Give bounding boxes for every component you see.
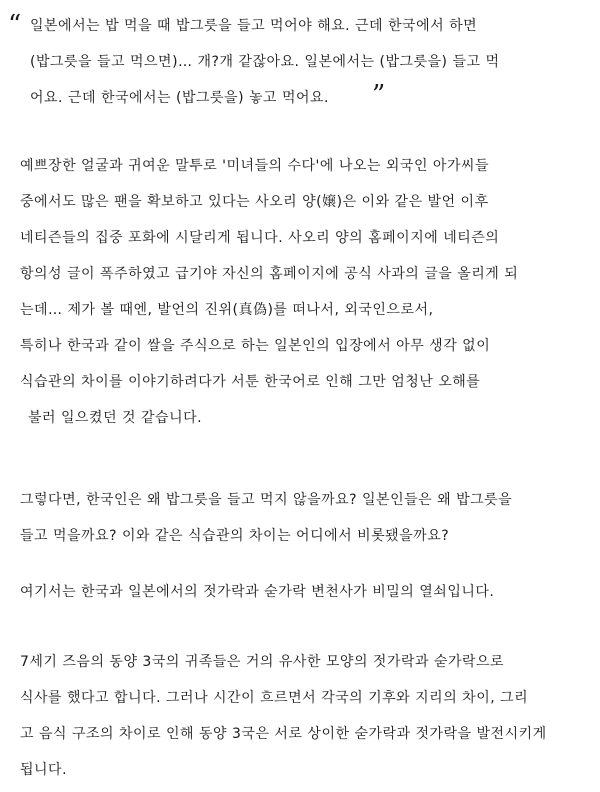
paragraph-1-line-1: 예쁘장한 얼굴과 귀여운 말투로 '미녀들의 수다'에 나오는 외국인 아가씨들: [20, 158, 490, 174]
quote-line-1: 일본에서는 밥 먹을 때 밥그릇을 들고 먹어야 해요. 근데 한국에서 하면: [30, 18, 478, 34]
paragraph-1-line-8: 불러 일으켰던 것 같습니다.: [28, 410, 203, 426]
paragraph-4-line-1: 7세기 즈음의 동양 3국의 귀족들은 거의 유사한 모양의 젓가락과 숟가락으로: [20, 654, 505, 670]
paragraph-4-line-4: 됩니다.: [20, 762, 68, 778]
paragraph-3-line-1: 여기서는 한국과 일본에서의 젓가락과 숟가락 변천사가 비밀의 열쇠입니다.: [20, 584, 495, 600]
paragraph-4-line-3: 고 음식 구조의 차이로 인해 동양 3국은 서로 상이한 숟가락과 젓가락을 발전시키게: [20, 726, 547, 742]
quote-line-3: 어요. 근데 한국에서는 (밥그릇을) 놓고 먹어요.: [30, 90, 330, 106]
open-quote-mark: “: [8, 10, 22, 40]
paragraph-2-line-2: 들고 먹을까요? 이와 같은 식습관의 차이는 어디에서 비롯됐을까요?: [20, 528, 450, 544]
quote-line-2: (밥그릇을 들고 먹으면)… 개?개 같잖아요. 일본에서는 (밥그릇을) 들고 먹: [30, 54, 500, 70]
close-quote-mark: ”: [372, 80, 386, 110]
paragraph-1-line-7: 식습관의 차이를 이야기하려다가 서툰 한국어로 인해 그만 엄청난 오해를: [20, 374, 481, 390]
paragraph-1-line-5: 는데… 제가 볼 때엔, 발언의 진위(真偽)를 떠나서, 외국인으로서,: [20, 302, 434, 318]
paragraph-1-line-2: 중에서도 많은 팬을 확보하고 있다는 사오리 양(嬢)은 이와 같은 발언 이후: [20, 194, 489, 210]
paragraph-1-line-3: 네티즌들의 집중 포화에 시달리게 됩니다. 사오리 양의 홈페이지에 네티즌의: [20, 230, 500, 246]
paragraph-4-line-2: 식사를 했다고 합니다. 그러나 시간이 흐르면서 각국의 기후와 지리의 차이, 그리: [20, 690, 529, 706]
paragraph-2-line-1: 그렇다면, 한국인은 왜 밥그릇을 들고 먹지 않을까요? 일본인들은 왜 밥그릇을: [20, 492, 513, 508]
paragraph-1-line-6: 특히나 한국과 같이 쌀을 주식으로 하는 일본인의 입장에서 아무 생각 없이: [20, 338, 491, 354]
paragraph-1-line-4: 항의성 글이 폭주하였고 급기야 자신의 홈페이지에 공식 사과의 글을 올리게 되: [20, 266, 519, 282]
